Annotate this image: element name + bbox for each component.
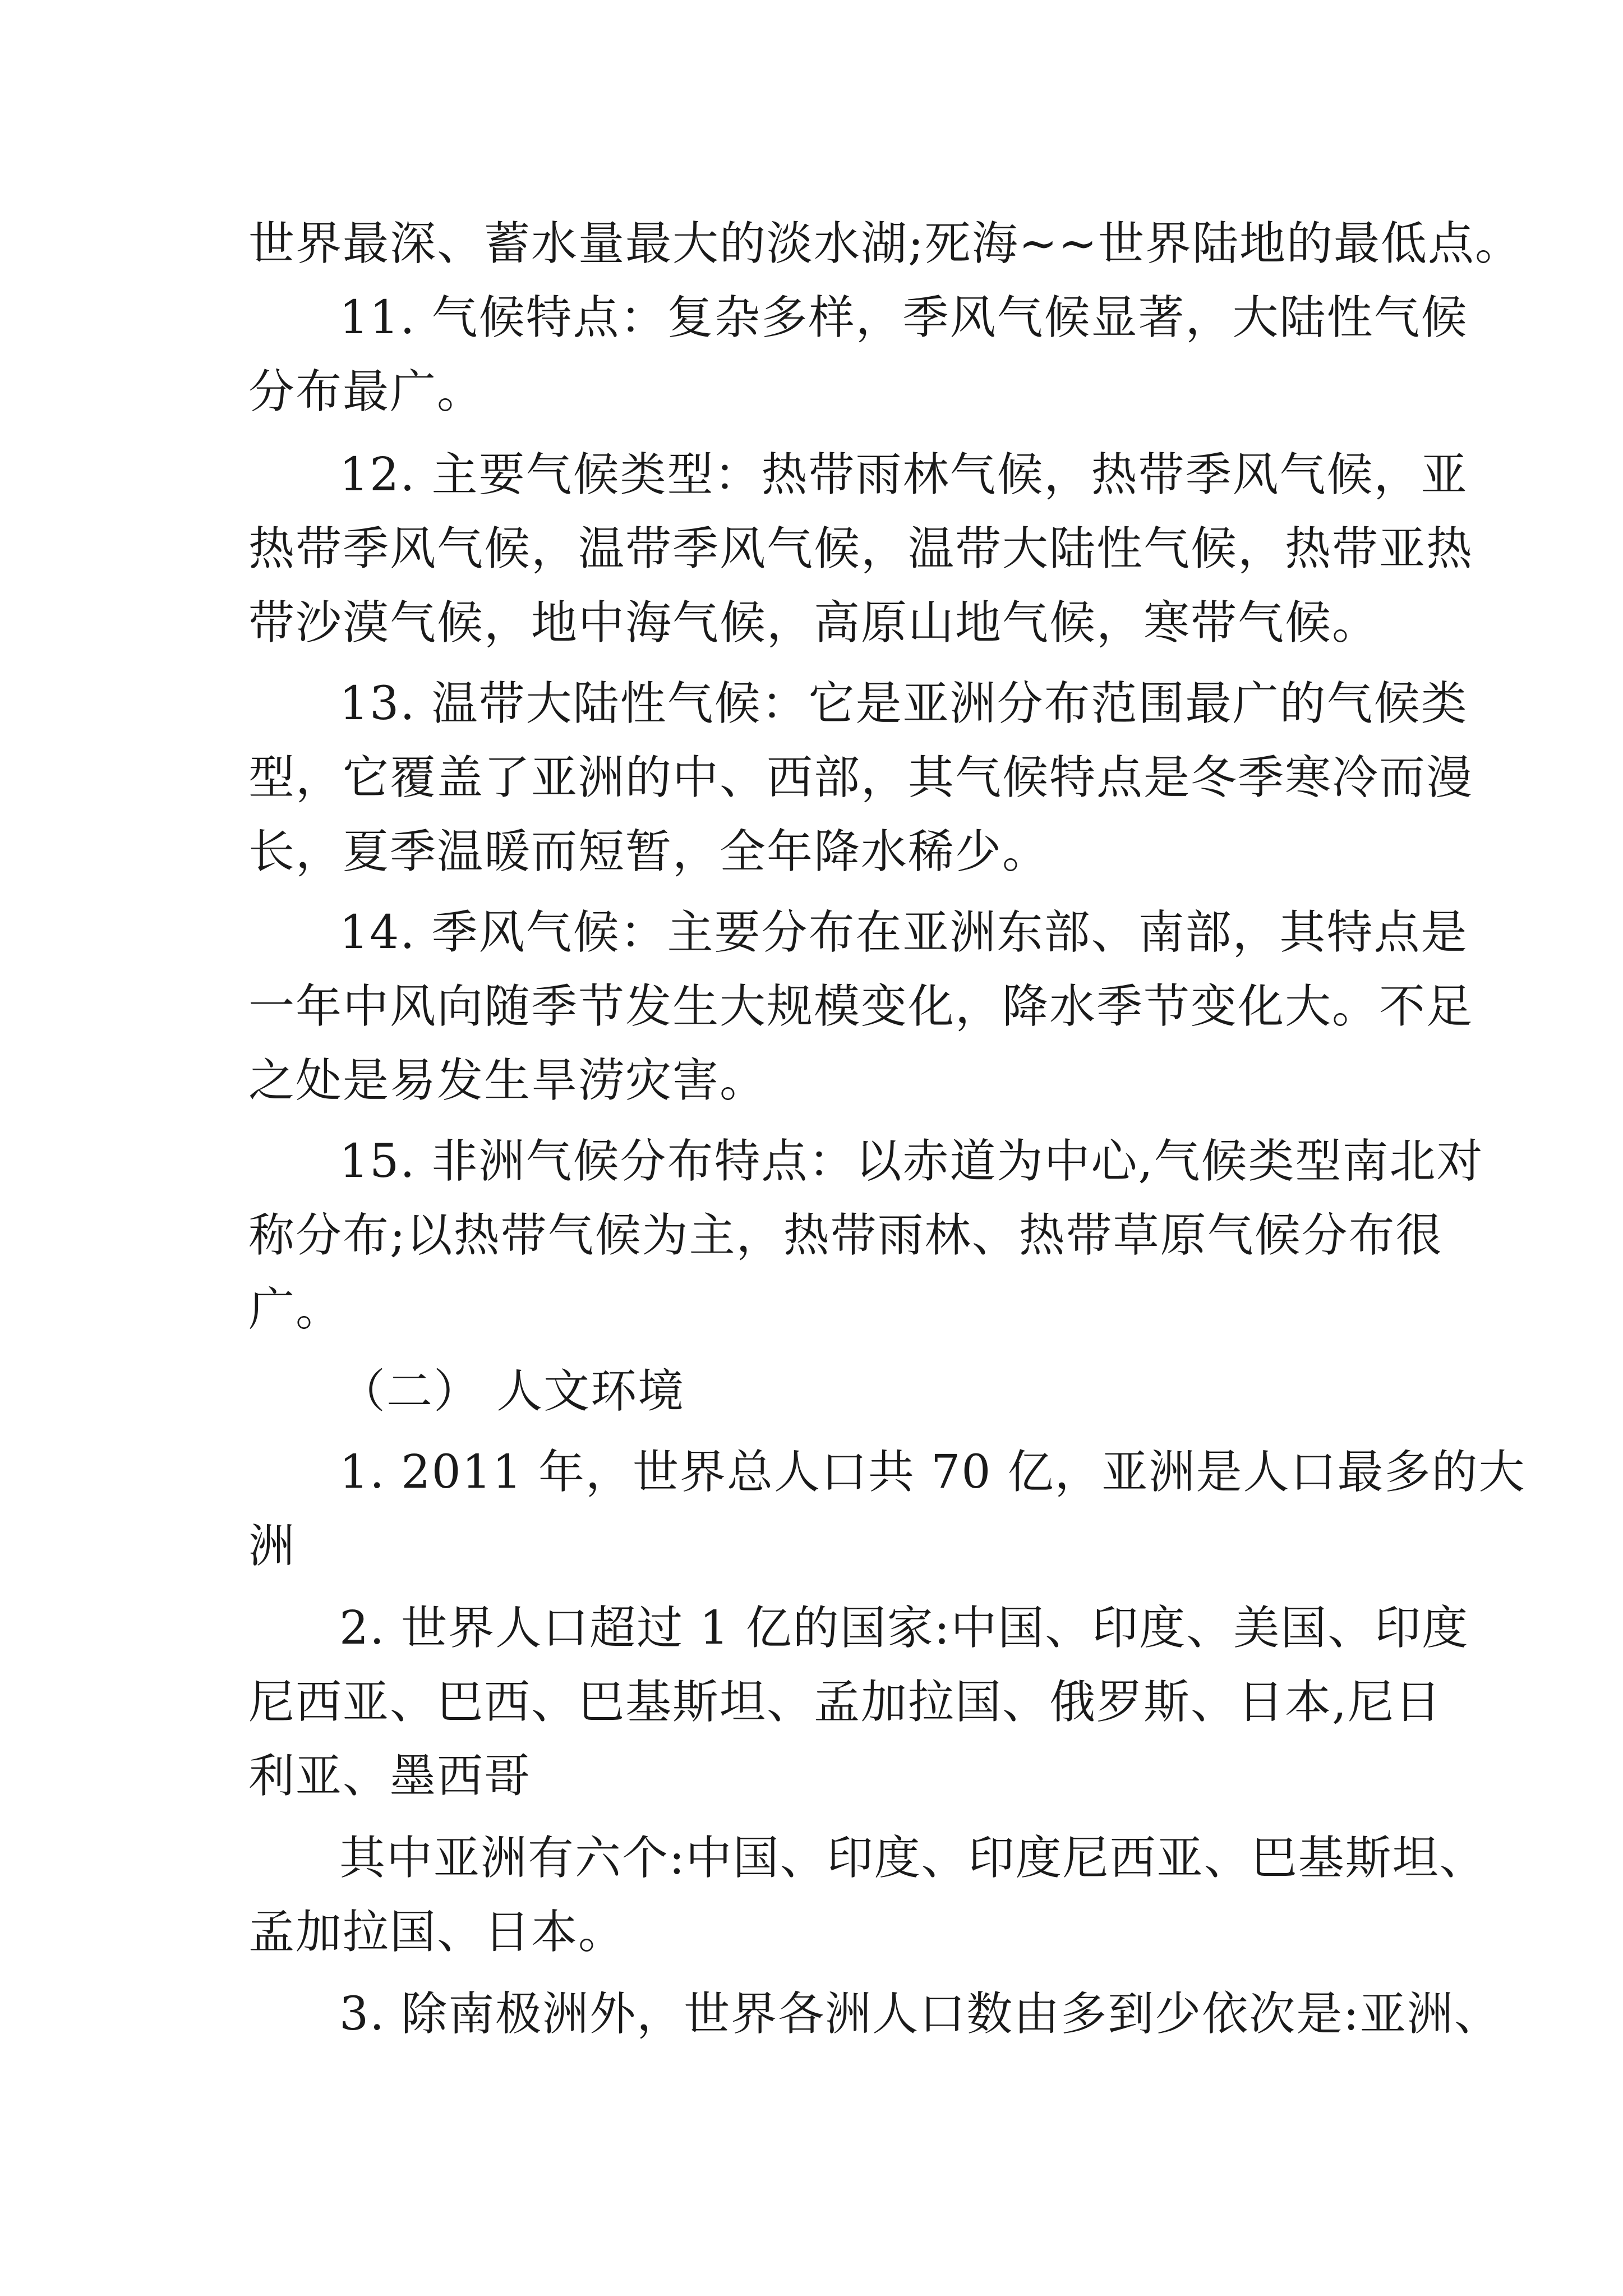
section-heading-human-environment: （二） 人文环境 bbox=[339, 1365, 685, 1418]
item-15-line-1: 15. 非洲气候分布特点：以赤道为中心,气候类型南北对 bbox=[339, 1135, 1484, 1188]
item-2-line-1: 2. 世界人口超过 1 亿的国家:中国、印度、美国、印度 bbox=[339, 1602, 1469, 1655]
asia-countries-line-2: 孟加拉国、日本。 bbox=[248, 1906, 626, 1959]
item-14-line-3: 之处是易发生旱涝灾害。 bbox=[248, 1054, 767, 1107]
item-15-line-3: 广。 bbox=[248, 1283, 343, 1336]
item-2-line-3: 利亚、墨西哥 bbox=[248, 1750, 532, 1803]
text-line-dead-sea: 世界最深、蓄水量最大的淡水湖;死海~~世界陆地的最低点。 bbox=[248, 217, 1523, 270]
item-2-line-2: 尼西亚、巴西、巴基斯坦、孟加拉国、俄罗斯、日本,尼日 bbox=[248, 1676, 1442, 1729]
item-13-line-1: 13. 温带大陆性气候：它是亚洲分布范围最广的气候类 bbox=[339, 677, 1468, 730]
item-14-line-1: 14. 季风气候：主要分布在亚洲东部、南部，其特点是 bbox=[339, 906, 1468, 959]
item-11-line-1: 11. 气候特点：复杂多样，季风气候显著，大陆性气候 bbox=[339, 291, 1468, 344]
item-3-line-1: 3. 除南极洲外，世界各洲人口数由多到少依次是:亚洲、 bbox=[339, 1987, 1501, 2041]
item-12-line-2: 热带季风气候，温带季风气候，温带大陆性气候，热带亚热 bbox=[248, 522, 1474, 576]
item-13-line-2: 型，它覆盖了亚洲的中、西部，其气候特点是冬季寒冷而漫 bbox=[248, 751, 1474, 804]
item-14-line-2: 一年中风向随季节发生大规模变化，降水季节变化大。不足 bbox=[248, 980, 1474, 1033]
item-11-line-2: 分布最广。 bbox=[248, 365, 485, 418]
item-1-line-2: 洲 bbox=[248, 1520, 296, 1573]
item-12-line-1: 12. 主要气候类型：热带雨林气候，热带季风气候，亚 bbox=[339, 448, 1468, 501]
asia-countries-line-1: 其中亚洲有六个:中国、印度、印度尼西亚、巴基斯坦、 bbox=[339, 1832, 1487, 1885]
item-1-line-1: 1. 2011 年，世界总人口共 70 亿，亚洲是人口最多的大 bbox=[339, 1446, 1526, 1499]
item-15-line-2: 称分布;以热带气候为主，热带雨林、热带草原气候分布很 bbox=[248, 1209, 1443, 1262]
item-12-line-3: 带沙漠气候，地中海气候，高原山地气候，寒带气候。 bbox=[248, 596, 1380, 650]
item-13-line-3: 长，夏季温暖而短暂，全年降水稀少。 bbox=[248, 825, 1050, 878]
